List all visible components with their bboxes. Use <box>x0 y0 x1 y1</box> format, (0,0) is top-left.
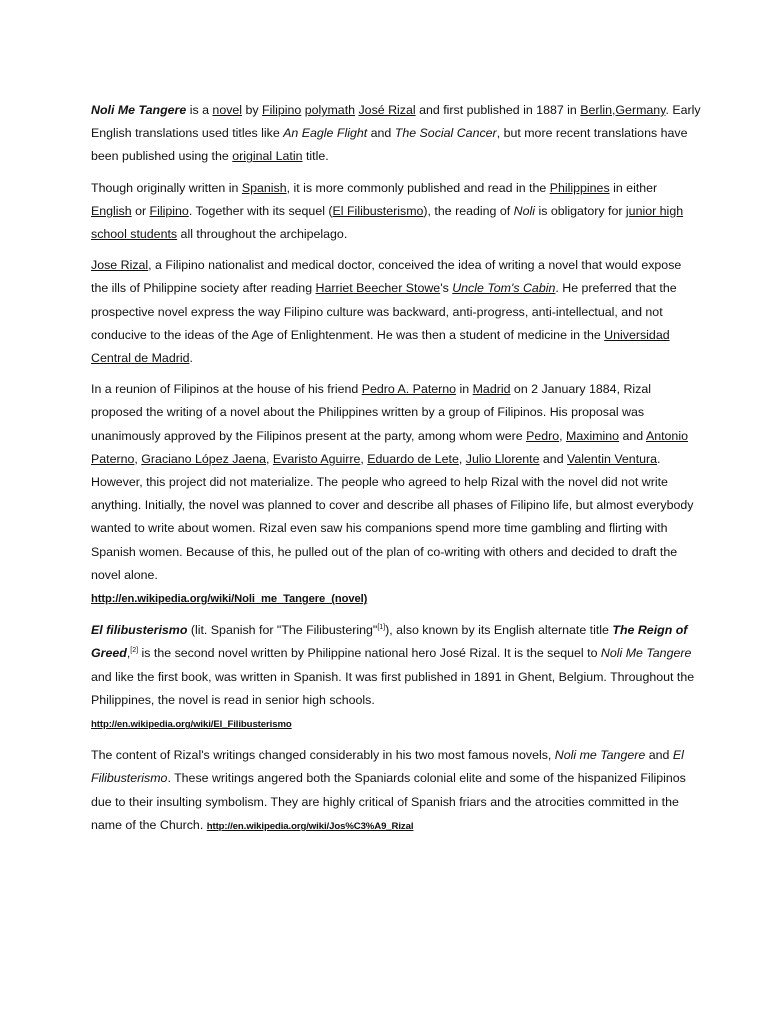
text: by <box>242 103 263 117</box>
link-spanish[interactable]: Spanish <box>241 180 287 195</box>
text: , <box>559 428 567 443</box>
paragraph-noli-intro <box>91 99 701 169</box>
text: and <box>645 748 673 763</box>
title-el-filibusterismo-2: El Filibusterismo <box>91 748 684 786</box>
link-el-filibusterismo[interactable]: El Filibusterismo <box>332 203 424 218</box>
text: is a <box>186 103 213 117</box>
text: on 2 January 1884, Rizal proposed the writing of a novel about the Philippines written by a group of Filipinos. His proposal was unanimously approved by the Filipinos present at the party, among whom were <box>91 382 651 443</box>
link-universidad-madrid[interactable]: Universidad Central de Madrid <box>91 327 670 366</box>
source-url-filibusterismo[interactable]: http://en.wikipedia.org/wiki/El_Filibusterismo <box>91 719 292 731</box>
paragraph-el-filibusterismo <box>91 619 701 736</box>
paragraph-reunion <box>91 378 701 611</box>
link-eduardo-de-lete[interactable]: Eduardo de Lete <box>367 451 459 466</box>
text: . He preferred that the prospective novel express the way Filipino culture was backward, anti-progress, anti-intellectual, and not conducive to the ideas of the Age of Enlightenment. He was then a student of medicine in the <box>91 281 677 342</box>
link-germany[interactable]: Germany <box>615 103 666 117</box>
title-el-filibusterismo: El filibusterismo <box>91 623 188 638</box>
text: , <box>265 451 273 466</box>
text: , <box>360 451 368 466</box>
link-madrid[interactable]: Madrid <box>472 382 511 397</box>
link-pedro[interactable]: Pedro <box>526 428 560 443</box>
text: (lit. Spanish for "The Filibustering" <box>187 623 378 638</box>
source-url-rizal[interactable]: http://en.wikipedia.org/wiki/Jos%C3%A9_Rizal <box>206 820 414 832</box>
text: . Early English translations used titles like <box>91 103 701 141</box>
link-jose-rizal[interactable]: José Rizal <box>358 103 416 117</box>
paragraph-writings <box>91 744 701 838</box>
title-eagle-flight: An Eagle Flight <box>283 126 368 141</box>
link-berlin[interactable]: Berlin <box>580 103 612 117</box>
link-filipino-language[interactable]: Filipino <box>149 203 189 218</box>
text: Though originally written in <box>91 180 242 195</box>
link-english[interactable]: English <box>91 203 132 218</box>
text: and like the first book, was written in Spanish. It was first published in 1891 in Ghent, Belgium. Throughout the Philippines, the novel is read in senior high schools. <box>91 669 695 707</box>
link-original-latin[interactable]: original Latin <box>232 149 303 164</box>
title-noli-me-tangere-2: Noli me Tangere <box>554 748 646 763</box>
link-jose-rizal-2[interactable]: Jose Rizal <box>91 258 149 273</box>
text: . However, this project did not materialize. The people who agreed to help Rizal with the novel did not write anything. Initially, the novel was planned to cover and describe all phases of Filipino life, but almost everybody wanted to write about women. Rizal even saw his companions spend more time gambling and flirting with Spanish women. Because of this, he pulled out of the plan of co-writing with others and decided to draft the novel alone. <box>91 451 694 582</box>
title-social-cancer: The Social Cancer <box>394 126 497 141</box>
link-antonio-paterno[interactable]: Antonio Paterno <box>91 428 688 466</box>
link-novel[interactable]: novel <box>212 103 243 117</box>
text: is obligatory for <box>535 203 626 218</box>
text: , <box>611 103 616 117</box>
text: , it is more commonly published and read in the <box>286 180 550 195</box>
text: , <box>458 451 466 466</box>
text: , <box>134 451 142 466</box>
text: , but more recent translations have been published using the <box>91 126 688 164</box>
text: and <box>539 451 568 466</box>
link-junior-high[interactable]: junior high school students <box>91 203 684 242</box>
article-body <box>91 99 701 846</box>
text: or <box>131 203 150 218</box>
text: , <box>126 646 131 661</box>
link-julio-llorente[interactable]: Julio Llorente <box>465 451 540 466</box>
text: ), also known by its English alternate title <box>385 623 613 638</box>
text: all throughout the archipelago. <box>177 227 348 242</box>
link-harriet-beecher-stowe[interactable]: Harriet Beecher Stowe <box>315 281 441 296</box>
text: in <box>456 382 473 397</box>
link-pedro-paterno[interactable]: Pedro A. Paterno <box>361 382 457 397</box>
text: 's <box>440 281 453 296</box>
footnote-ref-1[interactable]: [1] <box>377 624 386 632</box>
text: is the second novel written by Philippine national hero José Rizal. It is the sequel to <box>138 646 601 661</box>
text: The content of Rizal's writings changed considerably in his two most famous novels, <box>91 748 555 763</box>
link-graciano-lopez-jaena[interactable]: Graciano López Jaena <box>141 451 266 466</box>
text: , a Filipino nationalist and medical doctor, conceived the idea of writing a novel that would expose the ills of Philippine society after reading <box>91 258 682 296</box>
footnote-ref-2[interactable]: [2] <box>130 647 139 655</box>
text: ), the reading of <box>423 203 514 218</box>
link-evaristo-aguirre[interactable]: Evaristo Aguirre <box>272 451 361 466</box>
text: . Together with its sequel ( <box>188 203 333 218</box>
link-polymath[interactable]: polymath <box>304 103 356 117</box>
title-reign-of-greed: The Reign of Greed <box>91 623 688 661</box>
title-noli-me-tangere: Noli Me Tangere <box>600 646 692 661</box>
paragraph-rizal-background <box>91 254 701 370</box>
text: and <box>367 126 395 141</box>
title-noli-short: Noli <box>513 203 536 218</box>
source-url-noli[interactable]: http://en.wikipedia.org/wiki/Noli_me_Tangere_(novel) <box>91 593 368 606</box>
text: . <box>189 351 193 366</box>
text: . These writings angered both the Spaniards colonial elite and some of the hispanized Filipinos due to their insulting symbolism. They are highly critical of Spanish friars and the atrocities committed in the name of the Church. <box>91 771 686 832</box>
text: title. <box>302 149 329 164</box>
link-philippines[interactable]: Philippines <box>549 180 610 195</box>
title-noli: Noli Me Tangere <box>91 103 187 117</box>
paragraph-language <box>91 177 701 247</box>
link-uncle-toms-cabin[interactable]: Uncle Tom's Cabin <box>452 281 556 296</box>
link-filipino[interactable]: Filipino <box>262 103 302 117</box>
link-valentin-ventura[interactable]: Valentin Ventura <box>567 451 658 466</box>
link-maximino[interactable]: Maximino <box>566 428 620 443</box>
text: and first published in 1887 in <box>415 103 581 117</box>
text: in either <box>609 180 658 195</box>
text: and <box>619 428 646 443</box>
text: In a reunion of Filipinos at the house of his friend <box>91 382 362 397</box>
